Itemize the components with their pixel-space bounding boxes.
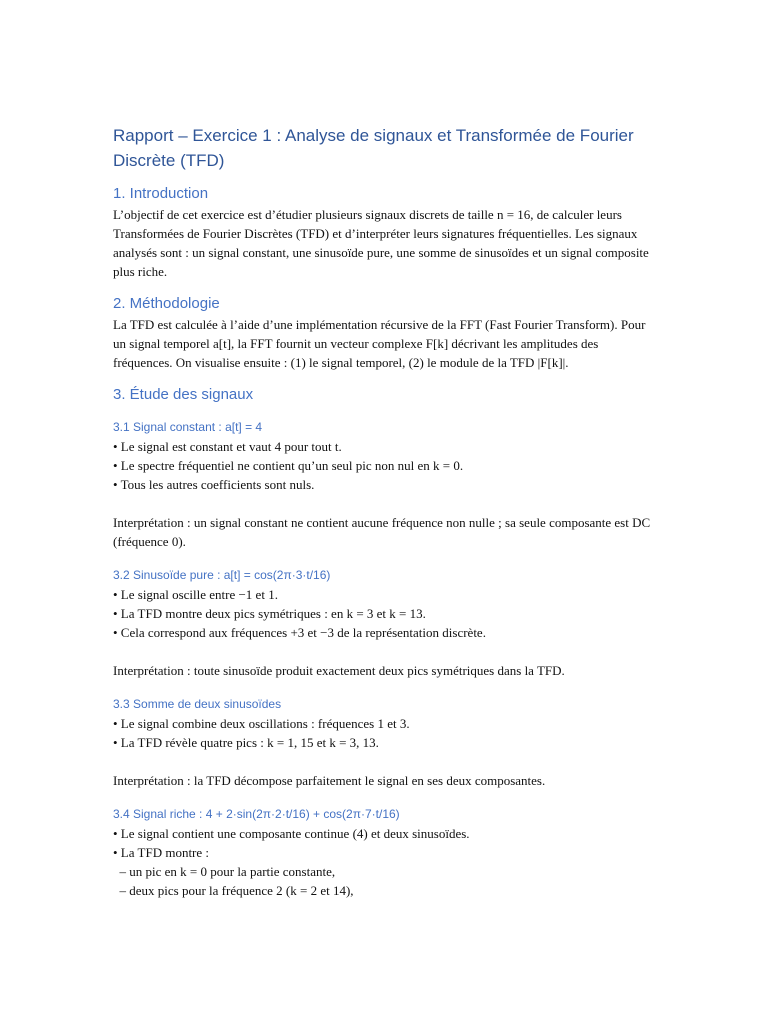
introduction-paragraph: L’objectif de cet exercice est d’étudier plusieurs signaux discrets de taille n = 16, de calculer leurs Transformées de Fourier Discrètes (TFD) et d’interpréter leurs signatures fréquentielles. Les signaux analysés sont : un signal constant, une sinusoïde pure, une somme de sinusoïdes et un signal composite plus riche. xyxy=(113,207,649,279)
bullet-line: – un pic en k = 0 pour la partie constante, xyxy=(113,864,336,879)
bullet-line: • Cela correspond aux fréquences +3 et −3 de la représentation discrète. xyxy=(113,625,486,640)
subsection-heading-sinusoide-pure: 3.2 Sinusoïde pure : a[t] = cos(2π·3·t/16) xyxy=(113,568,331,582)
document-content xyxy=(113,123,653,900)
methodologie-paragraph: La TFD est calculée à l’aide d’une implémentation récursive de la FFT (Fast Fourier Transform). Pour un signal temporel a[t], la FFT fournit un vecteur complexe F[k] décrivant les amplitudes des fréquences. On visualise ensuite : (1) le signal temporel, (2) le module de la TFD |F[k]|. xyxy=(113,317,646,370)
bullet-line: • La TFD révèle quatre pics : k = 1, 15 et k = 3, 13. xyxy=(113,735,379,750)
section-heading-etude: 3. Étude des signaux xyxy=(113,386,254,403)
bullet-line: • Le signal est constant et vaut 4 pour tout t. xyxy=(113,439,342,454)
subsection-heading-signal-constant: 3.1 Signal constant : a[t] = 4 xyxy=(113,420,263,434)
subsection-heading-signal-riche: 3.4 Signal riche : 4 + 2·sin(2π·2·t/16) + cos(2π·7·t/16) xyxy=(113,807,400,821)
section-heading-methodologie: 2. Méthodologie xyxy=(113,295,220,312)
bullet-line: • La TFD montre deux pics symétriques : en k = 3 et k = 13. xyxy=(113,606,426,621)
bullet-line: • Le spectre fréquentiel ne contient qu’un seul pic non nul en k = 0. xyxy=(113,458,464,473)
interpretation-paragraph: Interprétation : la TFD décompose parfaitement le signal en ses deux composantes. xyxy=(113,773,546,788)
interpretation-paragraph: Interprétation : toute sinusoïde produit exactement deux pics symétriques dans la TFD. xyxy=(113,663,565,678)
bullet-line: – deux pics pour la fréquence 2 (k = 2 et 14), xyxy=(113,883,354,898)
document-title: Rapport – Exercice 1 : Analyse de signaux et Transformée de Fourier Discrète (TFD) xyxy=(113,126,634,170)
bullet-line: • Tous les autres coefficients sont nuls. xyxy=(113,477,315,492)
bullet-line: • Le signal oscille entre −1 et 1. xyxy=(113,587,278,602)
bullet-line: • Le signal contient une composante continue (4) et deux sinusoïdes. xyxy=(113,826,470,841)
subsection-heading-somme-sinusoides: 3.3 Somme de deux sinusoïdes xyxy=(113,697,282,711)
section-heading-introduction: 1. Introduction xyxy=(113,185,209,202)
interpretation-paragraph: Interprétation : un signal constant ne contient aucune fréquence non nulle ; sa seule composante est DC (fréquence 0). xyxy=(113,515,651,549)
bullet-line: • Le signal combine deux oscillations : fréquences 1 et 3. xyxy=(113,716,410,731)
bullet-line: • La TFD montre : xyxy=(113,845,210,860)
